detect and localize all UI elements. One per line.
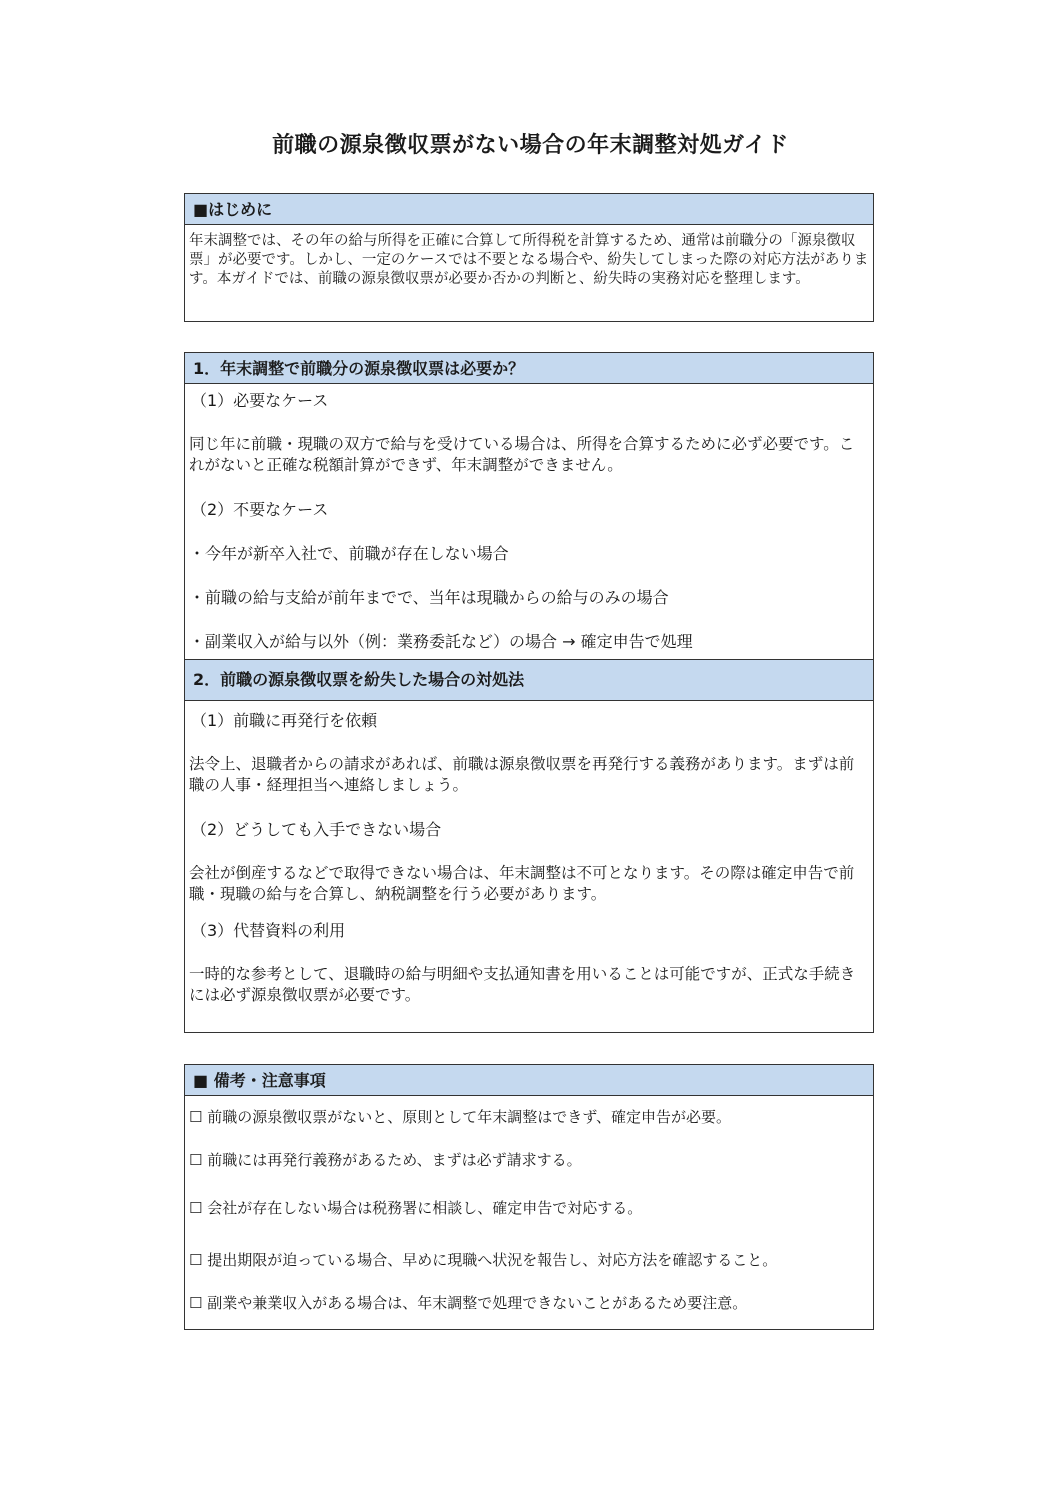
section2-sub1-heading: （1）前職に再発行を依頼 — [191, 711, 378, 730]
note-item-1: ☐ 前職の源泉徴収票がないと、原則として年末調整はできず、確定申告が必要。 — [189, 1108, 732, 1126]
note-item-4: ☐ 提出期限が迫っている場合、早めに現職へ状況を報告し、対応方法を確認すること。 — [189, 1251, 778, 1269]
note-item-5: ☐ 副業や兼業収入がある場合は、年末調整で処理できないことがあるため要注意。 — [189, 1294, 748, 1312]
notes-box — [184, 1064, 874, 1330]
section1-sub2-heading: （2）不要なケース — [191, 500, 329, 519]
notes-heading: ■ 備考・注意事項 — [185, 1065, 873, 1096]
section2-sub2-heading: （2）どうしても入手できない場合 — [191, 820, 442, 839]
section2-sub1-text: 法令上、退職者からの請求があれば、前職は源泉徴収票を再発行する義務があります。まずは前職の人事・経理担当へ連絡しましょう。 — [189, 755, 855, 794]
intro-heading: ■はじめに — [185, 194, 873, 225]
section2-sub2-text: 会社が倒産するなどで取得できない場合は、年末調整は不可となります。その際は確定申告で前職・現職の給与を合算し、納税調整を行う必要があります。 — [189, 864, 855, 903]
section1-sub1-text: 同じ年に前職・現職の双方で給与を受けている場合は、所得を合算するために必ず必要です。これがないと正確な税額計算ができず、年末調整ができません。 — [189, 435, 855, 474]
section1-sub1-heading: （1）必要なケース — [191, 391, 329, 410]
intro-text: 年末調整では、その年の給与所得を正確に合算して所得税を計算するため、通常は前職分の「源泉徴収票」が必要です。しかし、一定のケースでは不要となる場合や、紛失してしまった際の対応方法があります。本ガイドでは、前職の源泉徴収票が必要か否かの判断と、紛失時の実務対応を整理します。 — [189, 233, 869, 287]
main-sections-box — [184, 352, 874, 1033]
section1-bullet-3: ・副業収入が給与以外（例：業務委託など）の場合 → 確定申告で処理 — [189, 632, 693, 651]
section1-bullet-2: ・前職の給与支給が前年までで、当年は現職からの給与のみの場合 — [189, 588, 669, 607]
section1-bullet-1: ・今年が新卒入社で、前職が存在しない場合 — [189, 544, 509, 563]
section2-sub3-heading: （3）代替資料の利用 — [191, 921, 346, 940]
section2-sub3-text: 一時的な参考として、退職時の給与明細や支払通知書を用いることは可能ですが、正式な手続きには必ず源泉徴収票が必要です。 — [189, 965, 856, 1004]
section2-heading: 2．前職の源泉徴収票を紛失した場合の対処法 — [185, 659, 873, 701]
page-title: 前職の源泉徴収票がない場合の年末調整対処ガイド — [272, 133, 789, 158]
intro-box — [184, 193, 874, 322]
note-item-2: ☐ 前職には再発行義務があるため、まずは必ず請求する。 — [189, 1151, 582, 1169]
section1-heading: 1．年末調整で前職分の源泉徴収票は必要か？ — [185, 353, 873, 384]
note-item-3: ☐ 会社が存在しない場合は税務署に相談し、確定申告で対応する。 — [189, 1199, 643, 1217]
